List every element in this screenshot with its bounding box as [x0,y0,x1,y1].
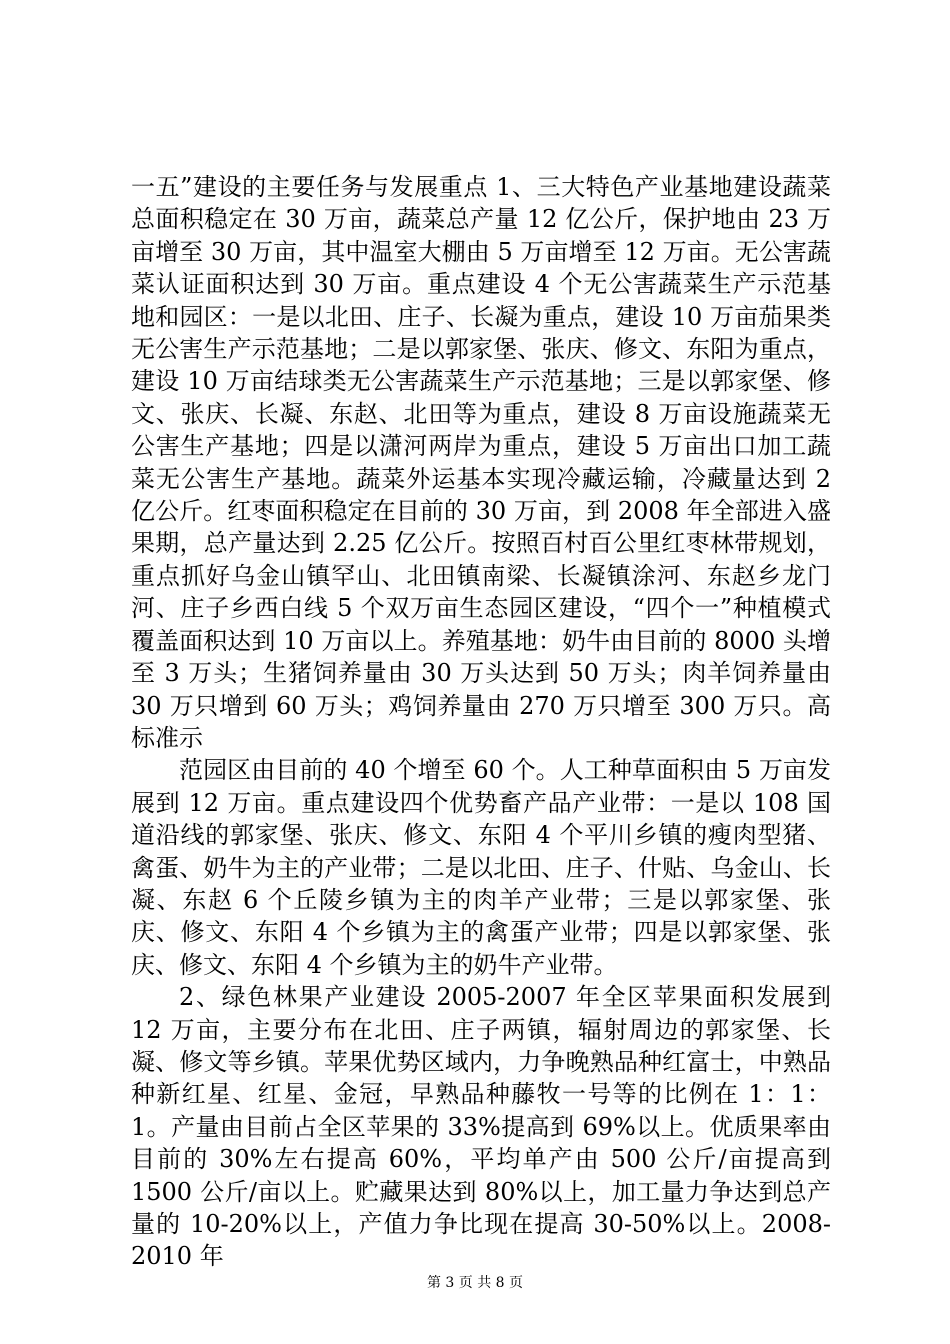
paragraph-3: 2、绿色林果产业建设 2005-2007 年全区苹果面积发展到 12 万亩，主要分布在北田、庄子两镇，辐射周边的郭家堡、长凝、修文等乡镇。苹果优势区域内，力争晚熟品种红富士，中熟品种新红星、红星、金冠，早熟品种藤牧一号等的比例在 1：1：1。产量由目前占全区苹果的 33%提高到 69%以上。优质果率由目前的 30%左右提高 60%，平均单产由 500 公斤/亩提高到 1500 公斤/亩以上。贮藏果达到 80%以上，加工量力争达到总产量的 10-20%以上，产值力争比现在提高 30-50%以上。2008-2010 年 [131,983,831,1271]
paragraph-1: 一五”建设的主要任务与发展重点 1、三大特色产业基地建设蔬菜总面积稳定在 30 万亩，蔬菜总产量 12 亿公斤，保护地由 23 万亩增至 30 万亩，其中温室大棚由 5 万亩增至 12 万亩。无公害蔬菜认证面积达到 30 万亩。重点建设 4 个无公害蔬菜生产示范基地和园区：一是以北田、庄子、长凝为重点，建设 10 万亩茄果类无公害生产示范基地；二是以郭家堡、张庆、修文、东阳为重点，建设 10 万亩结球类无公害蔬菜生产示范基地；三是以郭家堡、修文、张庆、长凝、东赵、北田等为重点，建设 8 万亩设施蔬菜无公害生产基地；四是以潇河两岸为重点，建设 5 万亩出口加工蔬菜无公害生产基地。蔬菜外运基本实现冷藏运输，冷藏量达到 2 亿公斤。红枣面积稳定在目前的 30 万亩，到 2008 年全部进入盛果期，总产量达到 2.25 亿公斤。按照百村百公里红枣林带规划，重点抓好乌金山镇罕山、北田镇南梁、长凝镇涂河、东赵乡龙门河、庄子乡西白线 5 个双万亩生态园区建设，“四个一”种植模式覆盖面积达到 10 万亩以上。养殖基地：奶牛由目前的 8000 头增至 3 万头；生猪饲养量由 30 万头达到 50 万头；肉羊饲养量由 30 万只增到 60 万头；鸡饲养量由 270 万只增至 300 万只。高标准示 [131,173,831,752]
document-body [131,171,831,1273]
paragraph-2: 范园区由目前的 40 个增至 60 个。人工种草面积由 5 万亩发展到 12 万亩。重点建设四个优势畜产品产业带：一是以 108 国道沿线的郭家堡、张庆、修文、东阳 4 个平川乡镇的瘦肉型猪、禽蛋、奶牛为主的产业带；二是以北田、庄子、什贴、乌金山、长凝、东赵 6 个丘陵乡镇为主的肉羊产业带；三是以郭家堡、张庆、修文、东阳 4 个乡镇为主的禽蛋产业带；四是以郭家堡、张庆、修文、东阳 4 个乡镇为主的奶牛产业带。 [131,756,831,979]
page-number-footer: 第 3 页 共 8 页 [426,1275,524,1291]
